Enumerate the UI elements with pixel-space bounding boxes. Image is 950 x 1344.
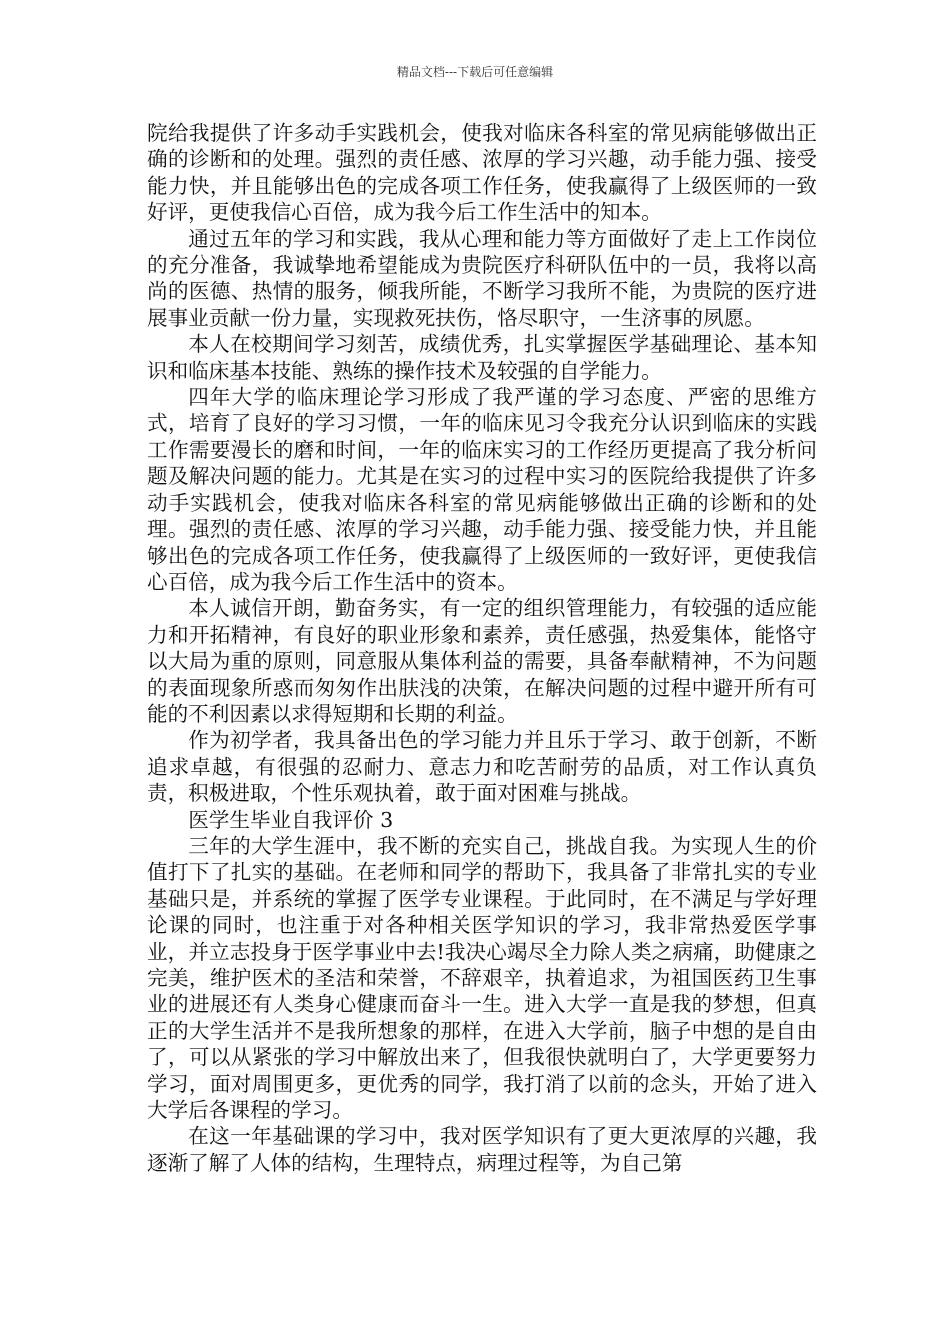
paragraph-7: 三年的大学生涯中，我不断的充实自己，挑战自我。为实现人生的价值打下了扎实的基础。在老师和同学的帮助下，我具备了非常扎实的专业基础只是，并系统的掌握了医学专业课程。于此同时，在不满足与学好理论课的同时，也注重于对各种相关医学知识的学习，我非常热爱医学事业，并立志投身于医学事业中去!我决心竭尽全力除人类之病痛，助健康之完美，维护医术的圣洁和荣誉，不辞艰辛，执着追求，为祖国医药卫生事业的进展还有人类身心健康而奋斗一生。进入大学一直是我的梦想，但真正的大学生活并不是我所想象的那样，在进入大学前，脑子中想的是自由了，可以从紧张的学习中解放出来了，但我很快就明白了，大学更要努力学习，面对周围更多，更优秀的同学，我打消了以前的念头，开始了进入大学后各课程的学习。	[147, 833, 817, 1123]
document-body	[147, 120, 817, 1176]
paragraph-5: 本人诚信开朗，勤奋务实，有一定的组织管理能力，有较强的适应能力和开拓精神，有良好的职业形象和素养，责任感强，热爱集体，能恪守以大局为重的原则，同意服从集体利益的需要，具备奉献精神，不为问题的表面现象所惑而匆匆作出肤浅的决策，在解决问题的过程中避开所有可能的不利因素以求得短期和长期的利益。	[147, 596, 817, 726]
paragraph-6: 作为初学者，我具备出色的学习能力并且乐于学习、敢于创新，不断追求卓越，有很强的忍耐力、意志力和吃苦耐劳的品质，对工作认真负责，积极进取，个性乐观执着，敢于面对困难与挑战。	[147, 728, 817, 806]
paragraph-2: 通过五年的学习和实践，我从心理和能力等方面做好了走上工作岗位的充分准备，我诚挚地希望能成为贵院医疗科研队伍中的一员，我将以高尚的医德、热情的服务，倾我所能，不断学习我所不能，为贵院的医疗进展事业贡献一份力量，实现救死扶伤，恪尽职守，一生济事的夙愿。	[147, 226, 817, 330]
paragraph-8: 在这一年基础课的学习中，我对医学知识有了更大更浓厚的兴趣，我逐渐了解了人体的结构，生理特点，病理过程等，为自己第	[147, 1124, 817, 1175]
paragraph-1: 院给我提供了许多动手实践机会，使我对临床各科室的常见病能够做出正确的诊断和的处理。强烈的责任感、浓厚的学习兴趣，动手能力强、接受能力快，并且能够出色的完成各项工作任务，使我赢得了上级医师的一致好评，更使我信心百倍，成为我今后工作生活中的知本。	[147, 121, 817, 225]
page-header: 精品文档---下载后可任意编辑	[396, 65, 554, 79]
section-heading: 医学生毕业自我评价 3	[188, 807, 394, 832]
paragraph-4: 四年大学的临床理论学习形成了我严谨的学习态度、严密的思维方式，培育了良好的学习习惯，一年的临床见习令我充分认识到临床的实践工作需要漫长的磨和时间，一年的临床实习的工作经历更提高了我分析问题及解决问题的能力。尤其是在实习的过程中实习的医院给我提供了许多动手实践机会，使我对临床各科室的常见病能够做出正确的诊断和的处理。强烈的责任感、浓厚的学习兴趣，动手能力强、接受能力快，并且能够出色的完成各项工作任务，使我赢得了上级医师的一致好评，更使我信心百倍，成为我今后工作生活中的资本。	[147, 385, 817, 594]
paragraph-3: 本人在校期间学习刻苦，成绩优秀，扎实掌握医学基础理论、基本知识和临床基本技能、熟练的操作技术及较强的自学能力。	[147, 332, 817, 383]
